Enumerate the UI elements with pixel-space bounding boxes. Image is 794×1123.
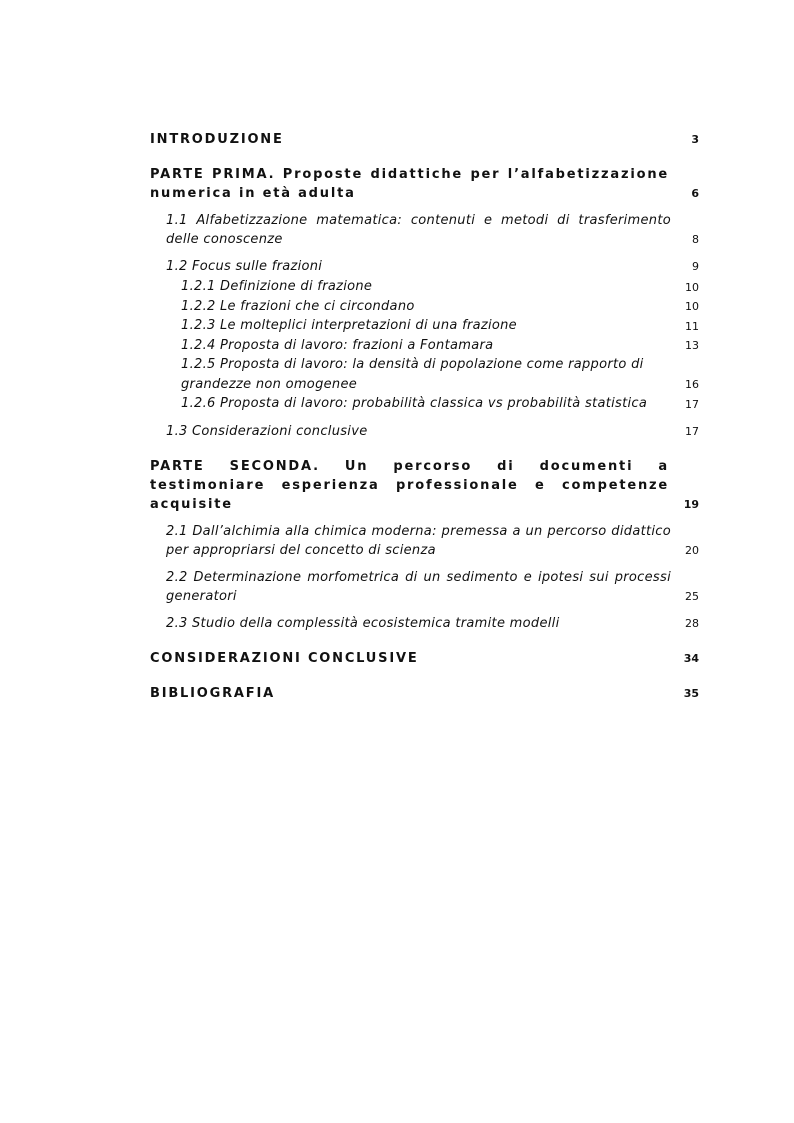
toc-entry-bibliografia[interactable] [150,684,699,703]
toc-entry-title: 1.2 Focus sulle frazioni [166,259,323,274]
toc-entry-introduzione[interactable] [150,130,699,149]
toc-entry-page: 17 [685,424,699,438]
toc-entry-page: 11 [685,319,699,333]
toc-entry-page: 28 [685,616,699,630]
toc-entry-parte-prima[interactable] [150,165,699,203]
toc-entry-title: PARTE PRIMA. Proposte didattiche per l’alfabetizzazione numerica in età adulta [150,167,669,201]
toc-entry-1-2-4[interactable] [181,336,699,356]
toc-entry-2-1[interactable] [166,522,699,560]
toc-entry-page: 16 [685,378,699,391]
toc-entry-title: 1.2.6 Proposta di lavoro: probabilità classica vs probabilità statistica [181,396,648,411]
toc-entry-parte-seconda[interactable] [150,457,699,514]
toc-entry-1-2-2[interactable] [181,297,699,317]
toc-entry-page: 8 [692,233,699,246]
toc-entry-title: 1.2.2 Le frazioni che ci circondano [181,298,415,314]
toc-entry-title: 2.2 Determinazione morfometrica di un sedimento e ipotesi sui processi generatori [166,569,671,604]
toc-entry-2-2[interactable] [166,568,699,606]
toc-entry-page: 9 [692,260,699,273]
toc-entry-title: 1.2.5 Proposta di lavoro: la densità di popolazione come rapporto di grandezze non omogenee [181,357,644,392]
toc-entry-1-2-1[interactable] [181,277,699,297]
toc-entry-1-3[interactable] [166,422,699,441]
toc-entry-page: 10 [685,280,699,294]
toc-entry-title: 1.1 Alfabetizzazione matematica: contenuti e metodi di trasferimento delle conoscenze [166,213,671,247]
toc-entry-title: INTRODUZIONE [150,132,284,147]
toc-entry-1-1[interactable] [166,211,699,249]
toc-entry-1-2-3[interactable] [181,316,699,336]
toc-entry-page: 13 [685,339,699,352]
toc-entry-page: 35 [683,686,699,700]
toc-entry-title: CONSIDERAZIONI CONCLUSIVE [150,650,419,666]
toc-entry-1-2-6[interactable] [181,394,699,414]
toc-entry-page: 20 [685,543,699,557]
toc-entry-title: 1.3 Considerazioni conclusive [166,423,368,439]
toc-entry-title: PARTE SECONDA. Un percorso di documenti a testimoniare esperienza professionale e competenze acquisite [150,458,669,512]
toc-entry-page: 25 [685,589,699,603]
toc-entry-title: 2.1 Dall’alchimia alla chimica moderna: premessa a un percorso didattico per appropriarsi del concetto di scienza [166,523,671,558]
toc-entry-title: 1.2.1 Definizione di frazione [181,279,373,294]
toc-entry-1-2-5[interactable] [181,355,699,394]
toc-entry-title: 1.2.4 Proposta di lavoro: frazioni a Fontamara [181,337,494,353]
toc-entry-page: 17 [685,397,699,411]
toc-entry-page: 6 [691,187,699,200]
table-of-contents [150,130,699,719]
toc-entry-considerazioni[interactable] [150,649,699,668]
toc-entry-title: BIBLIOGRAFIA [150,685,275,701]
toc-entry-1-2[interactable] [166,257,699,276]
toc-entry-title: 2.3 Studio della complessità ecosistemica tramite modelli [166,615,560,631]
toc-entry-page: 3 [691,133,699,146]
toc-entry-title: 1.2.3 Le molteplici interpretazioni di una frazione [181,318,517,333]
toc-entry-page: 19 [683,497,699,511]
toc-entry-page: 34 [683,651,699,665]
toc-entry-2-3[interactable] [166,614,699,633]
toc-entry-page: 10 [685,300,699,313]
